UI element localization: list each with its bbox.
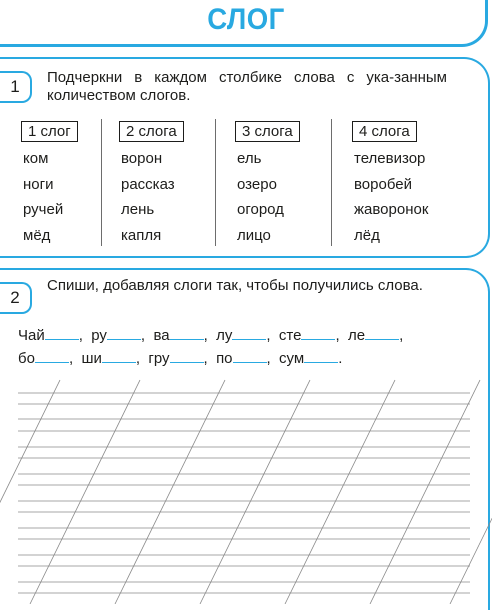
page-title: СЛОГ <box>207 3 285 36</box>
syllable-prompt: ру <box>91 327 107 344</box>
word-item[interactable]: ком <box>23 150 49 167</box>
word-item[interactable]: ноги <box>23 175 54 193</box>
column-heading: 4 слога <box>352 121 417 142</box>
syllable-prompt: лу <box>216 327 233 344</box>
slant-line <box>115 380 225 604</box>
task-number-badge: 1 <box>0 71 32 103</box>
word-item[interactable]: озеро <box>237 175 277 193</box>
syllable-fill-row-2: бо , ши , гру , по , сум . <box>18 350 343 367</box>
word-item[interactable]: лицо <box>237 226 271 244</box>
slant-line <box>450 380 492 604</box>
syllable-prompt: сум <box>279 350 305 367</box>
word-item[interactable]: жаворонок <box>354 201 429 218</box>
syllable-prompt: Чай <box>18 327 45 344</box>
syllable-prompt: по <box>216 350 233 367</box>
word-item[interactable]: лень <box>121 201 155 218</box>
word-item[interactable]: ворон <box>121 150 163 167</box>
word-item[interactable]: воробей <box>354 175 412 193</box>
column-heading: 2 слога <box>119 121 184 142</box>
word-item[interactable]: ручей <box>23 201 64 218</box>
syllable-prompt: сте <box>278 327 302 344</box>
syllable-prompt: гру <box>148 350 170 367</box>
slant-line <box>285 380 395 604</box>
slant-line <box>200 380 310 604</box>
column-heading: 1 слог <box>21 121 78 142</box>
word-item[interactable]: рассказ <box>121 175 175 193</box>
task-number-badge: 2 <box>0 282 32 314</box>
column-heading: 3 слога <box>235 121 300 142</box>
word-item[interactable]: капля <box>121 226 162 244</box>
word-item[interactable]: огород <box>237 201 284 218</box>
syllable-prompt: ши <box>81 350 102 367</box>
task-instruction: Спиши, добавляя слоги так, чтобы получились слова. <box>47 277 423 294</box>
word-item[interactable]: телевизор <box>354 150 426 167</box>
syllable-prompt: ле <box>347 327 366 344</box>
slant-line <box>370 380 480 604</box>
task-instruction: Подчеркни в каждом столбике слова с ука-занным количеством слогов. <box>47 69 447 104</box>
word-item[interactable]: лёд <box>354 226 380 244</box>
word-item[interactable]: ель <box>237 150 262 167</box>
word-item[interactable]: мёд <box>23 226 51 244</box>
syllable-prompt: ва <box>153 327 170 344</box>
syllable-fill-row-1: Чай , ру , ва , лу , сте , ле , <box>18 327 404 344</box>
slant-line <box>30 380 140 604</box>
syllable-prompt: бо <box>18 350 35 367</box>
slant-line <box>0 380 60 604</box>
